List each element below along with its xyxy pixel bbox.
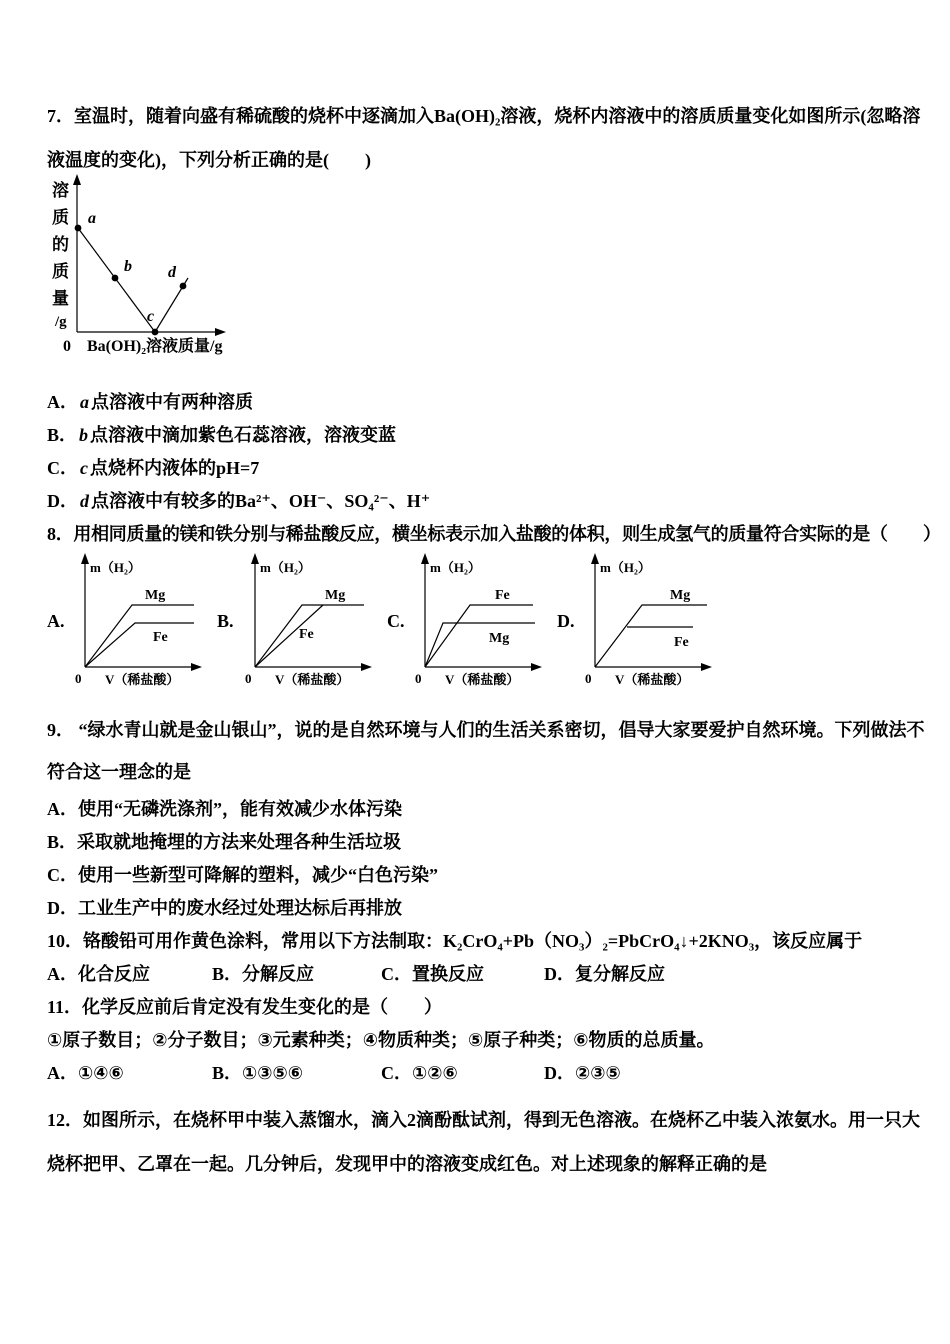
q9-options	[47, 793, 930, 925]
origin-label: 0	[585, 671, 592, 686]
origin-label: 0	[245, 671, 252, 686]
y-axis-arrow	[591, 553, 599, 564]
q10-option-c: C．置换反应	[381, 964, 484, 984]
x-axis-arrow	[701, 663, 712, 671]
mg-curve	[85, 605, 194, 667]
option-text: 点溶液中滴加紫色石蕊溶液，溶液变蓝	[90, 425, 397, 445]
fe-curve	[425, 605, 533, 667]
q9-option-c: C．使用一些新型可降解的塑料，减少“白色污染”	[47, 865, 438, 885]
x-axis-arrow	[215, 328, 226, 336]
option-letter: A．	[47, 392, 78, 412]
point-d-label: d	[168, 264, 176, 281]
q8-stem: 8．用相同质量的镁和铁分别与稀盐酸反应，横坐标表示加入盐酸的体积，则生成氢气的质量符合实际的是（ ）	[47, 524, 941, 544]
q7-option-a	[47, 386, 930, 419]
q7-option-c	[47, 452, 930, 485]
option-letter: C．	[47, 458, 78, 478]
origin-label: 0	[75, 671, 82, 686]
q8-option-graph-c	[387, 553, 548, 701]
q9-option-d: D．工业生产中的废水经过处理达标后再排放	[47, 898, 402, 918]
q10-stem: 10．铬酸铅可用作黄色涂料，常用以下方法制取：K₂CrO₄+Pb（NO₃）₂=PbCrO₄↓+2KNO₃，该反应属于	[47, 931, 863, 951]
series-label: Mg	[670, 588, 691, 603]
x-axis-label: V（稀盐酸）	[275, 672, 350, 687]
q11-option-b: B．①③⑤⑥	[212, 1063, 303, 1083]
q10-options	[47, 958, 930, 991]
q12-stem: 12．如图所示，在烧杯甲中装入蒸馏水，滴入2滴酚酞试剂，得到无色溶液。在烧杯乙中装入浓氨水。用一只大烧杯把甲、乙罩在一起。几分钟后，发现甲中的溶液变成红色。对上述现象的解释正确的是	[47, 1110, 920, 1174]
q7-options	[47, 386, 930, 518]
q7-ylabel-char: 的	[52, 235, 69, 254]
series-label: Fe	[299, 627, 314, 642]
q7-figure	[47, 174, 262, 374]
q11-stem: 11．化学反应前后肯定没有发生变化的是（ ）	[47, 997, 443, 1017]
option-letter: C.	[387, 611, 405, 631]
question-12	[47, 1098, 930, 1186]
q9-option-b: B．采取就地掩埋的方法来处理各种生活垃圾	[47, 832, 402, 852]
q11-option-a: A．①④⑥	[47, 1063, 124, 1083]
question-9	[47, 709, 930, 925]
question-8	[47, 518, 941, 703]
point-c-label: c	[147, 308, 155, 325]
series-label: Fe	[153, 630, 168, 645]
q7-option-d	[47, 485, 930, 518]
option-letter: B．	[47, 425, 78, 445]
x-axis-arrow	[191, 663, 202, 671]
graph-a	[73, 553, 208, 701]
series-label: Fe	[495, 588, 510, 603]
series-label: Mg	[325, 588, 346, 603]
option-point: d	[80, 491, 89, 511]
q8-option-graph-a	[47, 553, 208, 701]
point-c-dot	[152, 329, 159, 336]
question-10	[47, 925, 930, 991]
q10-option-d: D．复分解反应	[544, 964, 665, 984]
point-b-dot	[112, 275, 119, 282]
question-7	[47, 94, 930, 518]
q8-option-graph-b	[217, 553, 378, 701]
graph-d	[583, 553, 718, 701]
y-axis-label: m（H₂）	[90, 560, 141, 575]
q11-items: ①原子数目；②分子数目；③元素种类；④物质种类；⑤原子种类；⑥物质的总质量。	[47, 1030, 715, 1050]
graph-c	[413, 553, 548, 701]
point-a-label: a	[88, 210, 96, 227]
option-letter: B.	[217, 611, 234, 631]
option-text: 点烧杯内液体的pH=7	[90, 458, 260, 478]
q7-ylabel-char: 溶	[52, 181, 69, 200]
x-axis-label: V（稀盐酸）	[445, 672, 520, 687]
x-axis-label: V（稀盐酸）	[105, 672, 180, 687]
y-axis-label: m（H₂）	[600, 560, 651, 575]
q7-stem: 7．室温时，随着向盛有稀硫酸的烧杯中逐滴加入Ba(OH)₂溶液，烧杯内溶液中的溶质质量变化如图所示(忽略溶液温度的变化)，下列分析正确的是( )	[47, 106, 921, 170]
y-axis-arrow	[421, 553, 429, 564]
q8-option-graphs	[47, 553, 930, 703]
q11-option-c: C．①②⑥	[381, 1063, 458, 1083]
q7-ylabel-char: 质	[52, 262, 69, 281]
series-label: Fe	[674, 635, 689, 650]
q8-option-graph-d	[557, 553, 718, 701]
q10-option-a: A．化合反应	[47, 964, 150, 984]
option-letter: D.	[557, 611, 575, 631]
y-axis-label: m（H₂）	[260, 560, 311, 575]
option-text: 点溶液中有较多的Ba²⁺、OH⁻、SO₄²⁻、H⁺	[91, 491, 431, 511]
option-point: c	[80, 458, 88, 478]
y-axis-arrow	[251, 553, 259, 564]
q9-option-a: A．使用“无磷洗涤剂”，能有效减少水体污染	[47, 799, 402, 819]
option-text: 点溶液中有两种溶质	[91, 392, 253, 412]
point-d-dot	[180, 283, 187, 290]
q11-option-d: D．②③⑤	[544, 1063, 621, 1083]
q7-ylabel-char: /g	[55, 314, 67, 330]
y-axis-arrow	[81, 553, 89, 564]
q10-option-b: B．分解反应	[212, 964, 315, 984]
origin-label: 0	[415, 671, 422, 686]
q7-xlabel: Ba(OH)₂溶液质量/g	[87, 338, 223, 355]
origin-label: 0	[63, 338, 71, 355]
option-point: a	[80, 392, 89, 412]
q9-stem: 9． “绿水青山就是金山银山”，说的是自然环境与人们的生活关系密切，倡导大家要爱护自然环境。下列做法不符合这一理念的是	[47, 720, 925, 782]
x-axis-arrow	[531, 663, 542, 671]
mg-curve	[595, 605, 707, 667]
q11-options	[47, 1057, 930, 1090]
point-b-label: b	[124, 258, 132, 275]
x-axis-label: V（稀盐酸）	[615, 672, 690, 687]
option-letter: D．	[47, 491, 78, 511]
y-axis-label: m（H₂）	[430, 560, 481, 575]
series-label: Mg	[145, 588, 166, 603]
x-axis-arrow	[361, 663, 372, 671]
point-a-dot	[75, 225, 82, 232]
q7-option-b	[47, 419, 930, 452]
q7-ylabel-char: 量	[52, 289, 69, 308]
option-letter: A.	[47, 611, 65, 631]
graph-b	[243, 553, 378, 701]
q7-ylabel-char: 质	[52, 208, 69, 227]
option-point: b	[79, 425, 89, 445]
question-11	[47, 991, 930, 1090]
series-label: Mg	[489, 631, 510, 646]
